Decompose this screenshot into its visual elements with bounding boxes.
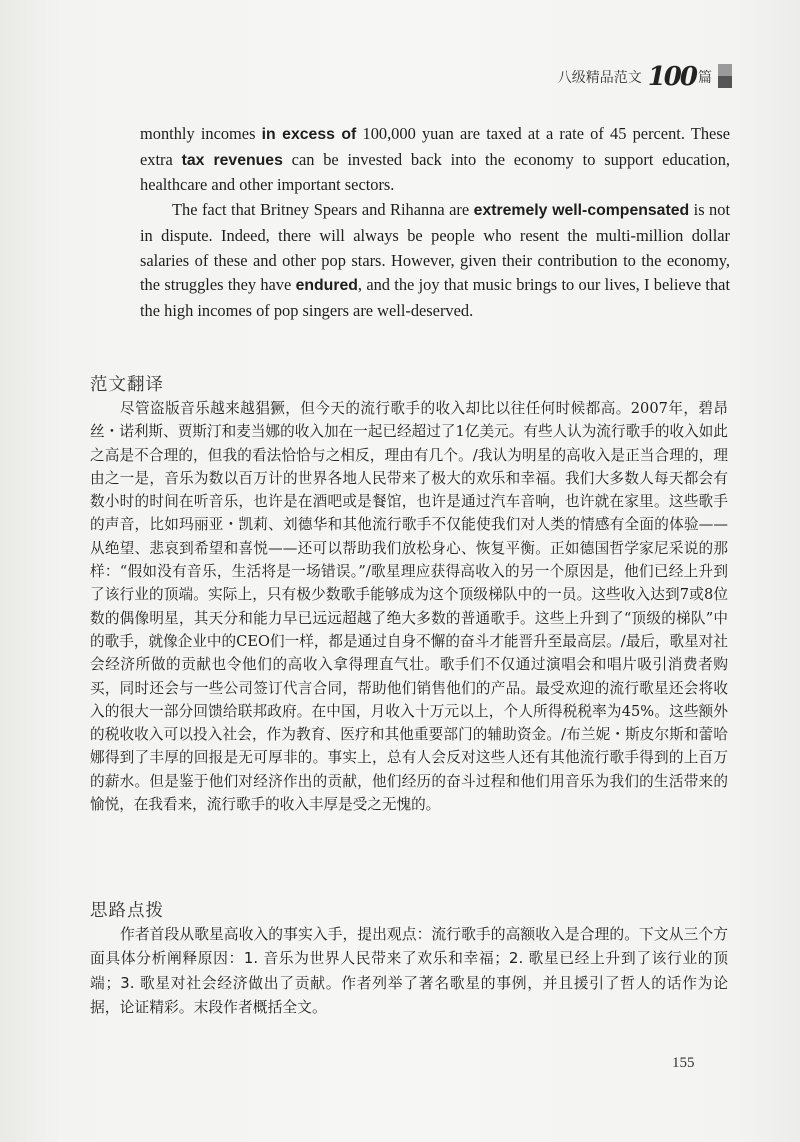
english-essay-text xyxy=(140,122,730,324)
key-phrase: in excess of xyxy=(261,126,357,143)
text-run: monthly incomes xyxy=(140,124,262,143)
text-run: can be invested back into the economy to support education, healthcare and other important sectors. xyxy=(140,149,730,195)
translation-text: 尽管盗版音乐越来越猖獗，但今天的流行歌手的收入却比以往任何时候都高。2007年，碧昂丝・诺利斯、贾斯汀和麦当娜的收入加在一起已经超过了1亿美元。有些人认为流行歌手的收入如此之高是不合理的，但我的看法恰恰与之相反，理由有几个。/我认为明星的高收入是正当合理的，理由之一是，音乐为数以百万计的世界各地人民带来了极大的欢乐和幸福。我们大多数人每天都会有数小时的时间在听音乐，也许是在酒吧或是餐馆，也许是通过汽车音响，也许就在家里。这些歌手的声音，比如玛丽亚・凯莉、刘德华和其他流行歌手不仅能使我们对人类的情感有全面的体验——从绝望、悲哀到希望和喜悦——还可以帮助我们放松身心、恢复平衡。正如德国哲学家尼采说的那样：“假如没有音乐，生活将是一场错误。”/歌星理应获得高收入的另一个原因是，他们已经上升到了该行业的顶端。实际上，只有极少数歌手能够成为这个顶级梯队中的一员。这些收入达到7或8位数的偶像明星，其天分和能力早已远远超越了绝大多数的普通歌手。这些上升到了“顶级的梯队”中的歌手，就像企业中的CEO们一样，都是通过自身不懈的奋斗才能晋升至最高层。/最后，歌星对社会经济所做的贡献也令他们的高收入拿得理直气壮。歌手们不仅通过演唱会和唱片吸引消费者购买，同时还会与一些公司签订代言合同，帮助他们销售他们的产品。最受欢迎的流行歌星还会将收入的很大一部分回馈给联邦政府。在中国，月收入十万元以上，个人所得税税率为45%。这些额外的税收收入可以投入社会，作为教育、医疗和其他重要部门的辅助资金。/布兰妮・斯皮尔斯和蕾哈娜得到了丰厚的回报是无可厚非的。事实上，总有人会反对这些人还有其他流行歌手得到的上百万的薪水。但是鉴于他们对经济作出的贡献，他们经历的奋斗过程和他们用音乐为我们的生活带来的愉悦，在我看来，流行歌手的收入丰厚是受之无愧的。 xyxy=(90,400,728,814)
page-number: 155 xyxy=(672,1055,695,1071)
text-run: The fact that Britney Spears and Rihanna are xyxy=(172,200,474,220)
key-phrase: endured xyxy=(295,277,358,295)
text-run: 100,000 yuan are taxed at a rate of 45 percent. These extra xyxy=(140,124,730,169)
english-paragraph xyxy=(140,198,730,324)
analysis-text: 作者首段从歌星高收入的事实入手，提出观点：流行歌手的高额收入是合理的。下文从三个方面具体分析阐释原因：1. 音乐为世界人民带来了欢乐和幸福；2. 歌星已经上升到了该行业的顶端；3. 歌星对社会经济做出了贡献。作者列举了著名歌星的事例，并且援引了哲人的话作为论据，论证精彩。末段作者概括全文。 xyxy=(90,926,728,1017)
key-phrase: tax revenues xyxy=(181,151,283,169)
text-run: , and the joy that music brings to our lives, I believe that the high incomes of pop singers are well-deserved. xyxy=(140,275,731,320)
english-paragraph xyxy=(140,122,730,198)
key-phrase: extremely well-compensated xyxy=(473,202,690,220)
book-suffix-label: 篇 xyxy=(698,70,712,86)
running-header xyxy=(558,62,712,92)
text-run: is not in dispute. Indeed, there will always be people who resent the multi-million dollar salaries of these and other pop stars. However, given their contribution to the economy, the struggles they have xyxy=(140,200,731,295)
translation-heading: 范文翻译 xyxy=(90,375,164,395)
header-tab-mark xyxy=(718,64,732,88)
book-series-label: 八级精品范文 xyxy=(557,70,642,86)
book-number-logo: 100 xyxy=(647,62,696,92)
analysis-heading: 思路点拨 xyxy=(90,901,164,921)
